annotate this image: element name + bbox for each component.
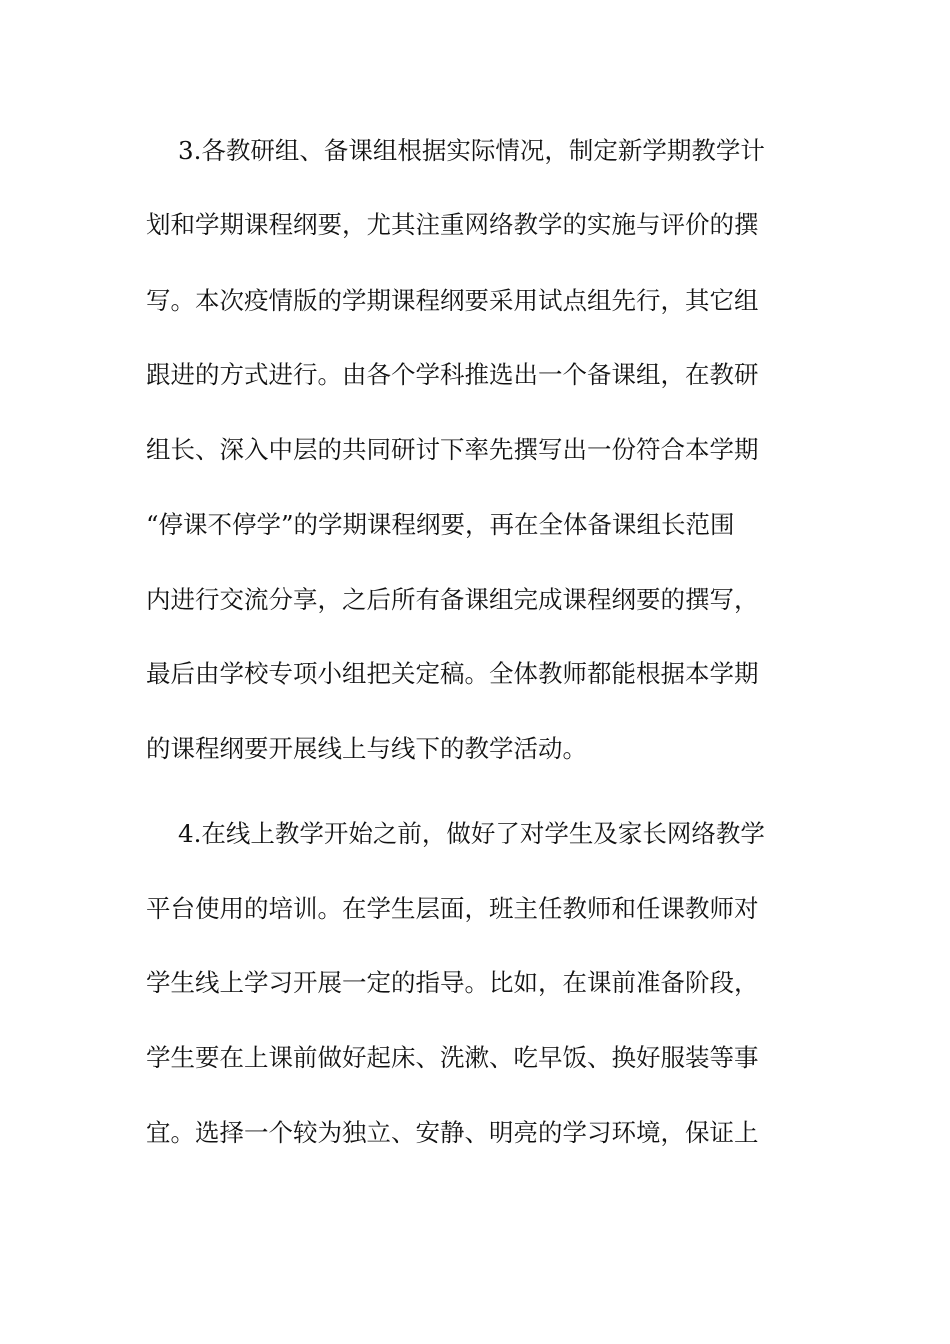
paragraph-3-line-2: 划和学期课程纲要，尤其注重网络教学的实施与评价的撰 bbox=[146, 210, 759, 239]
paragraph-4-line-1: 4.在线上教学开始之前，做好了对学生及家长网络教学 bbox=[178, 819, 765, 848]
paragraph-4-line-3: 学生线上学习开展一定的指导。比如，在课前准备阶段， bbox=[146, 968, 759, 997]
paragraph-3-line-6: “停课不停学”的学期课程纲要，再在全体备课组长范围 bbox=[146, 510, 735, 539]
paragraph-3-line-5: 组长、深入中层的共同研讨下率先撰写出一份符合本学期 bbox=[146, 435, 759, 464]
paragraph-3-line-9: 的课程纲要开展线上与线下的教学活动。 bbox=[146, 734, 587, 763]
paragraph-3-line-7: 内进行交流分享，之后所有备课组完成课程纲要的撰写， bbox=[146, 585, 759, 614]
paragraph-4-line-5: 宜。选择一个较为独立、安静、明亮的学习环境，保证上 bbox=[146, 1118, 759, 1147]
paragraph-3-line-8: 最后由学校专项小组把关定稿。全体教师都能根据本学期 bbox=[146, 659, 759, 688]
paragraph-4-line-4: 学生要在上课前做好起床、洗漱、吃早饭、换好服装等事 bbox=[146, 1043, 759, 1072]
paragraph-4-line-2: 平台使用的培训。在学生层面，班主任教师和任课教师对 bbox=[146, 894, 759, 923]
paragraph-3-line-1: 3.各教研组、备课组根据实际情况，制定新学期教学计 bbox=[178, 136, 765, 165]
paragraph-3-line-3: 写。本次疫情版的学期课程纲要采用试点组先行，其它组 bbox=[146, 286, 759, 315]
paragraph-3-line-4: 跟进的方式进行。由各个学科推选出一个备课组，在教研 bbox=[146, 360, 759, 389]
